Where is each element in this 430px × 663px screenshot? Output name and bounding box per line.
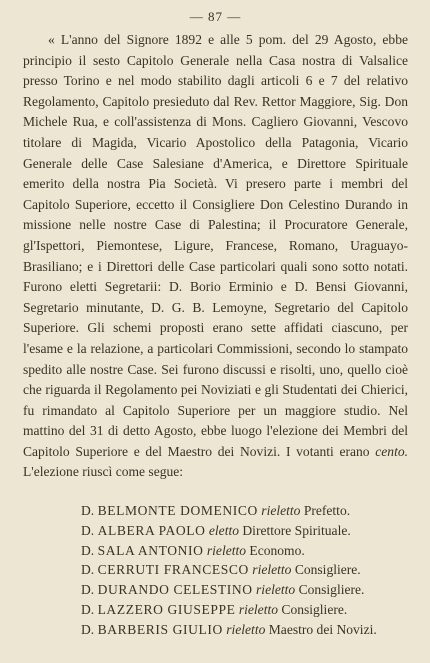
member-name: BARBERIS GIULIO: [97, 621, 223, 637]
member-role: Consigliere.: [281, 602, 348, 618]
voters-count: cento.: [375, 443, 408, 459]
election-entry: [81, 620, 408, 640]
election-status: rieletto: [206, 542, 247, 558]
member-name: ALBERA PAOLO: [97, 522, 206, 538]
election-status: rieletto: [256, 582, 296, 598]
title-prefix: D.: [81, 602, 95, 618]
chapter-minutes-paragraph: [23, 30, 408, 483]
member-name: CERRUTI FRANCESCO: [97, 562, 249, 578]
member-name: SALA ANTONIO: [97, 542, 204, 558]
member-role: Maestro dei Novizi.: [268, 621, 377, 637]
title-prefix: D.: [81, 503, 95, 519]
member-name: DURANDO CELESTINO: [97, 582, 253, 598]
page-number: — 87 —: [189, 9, 242, 24]
election-entry: [81, 560, 408, 580]
election-entry: [81, 541, 408, 561]
member-name: LAZZERO GIUSEPPE: [97, 602, 236, 618]
election-results-list: [23, 501, 408, 640]
title-prefix: D.: [81, 582, 95, 598]
title-prefix: D.: [81, 542, 95, 558]
member-role: Prefetto.: [303, 503, 351, 519]
member-role: Direttore Spirituale.: [242, 522, 351, 538]
election-status: eletto: [208, 522, 239, 538]
election-status: rieletto: [261, 503, 301, 519]
paragraph-text: « L'anno del Signore 1892 e alle 5 pom. del 29 Agosto, ebbe principio il sesto Capitolo Generale nella Casa nostra di Valsalice presso Torino e nel modo stabilito dagli articoli 6 e 7 del relativo Regolamento, Capitolo presieduto dal Rev. Rettor Maggiore, Sig. Don Michele Rua, e coll'assistenza di Mons. Cagliero Giovanni, Vescovo titolare di Magida, Vicario Apostolico della Patagonia, Vicario Generale delle Case Salesiane d'America, e Direttore Spirituale emerito della nostra Pia Società. Vi presero parte i membri del Capitolo Superiore, eccetto il Consigliere Don Celestino Durando in missione nelle nostre Case di Palestina; il Procuratore Generale, gl'Ispettori, Piemontese, Ligure, Francese, Romano, Uraguayo-Brasiliano; e i Direttori delle Case particolari quali sono sotto notati. Furono eletti Segretarii: D. Borio Erminio e D. Bensi Giovanni, Segretario minutante, D. G. B. Lemoyne, Segretario del Capitolo Superiore. Gli schemi proposti erano sette affidati ciascuno, per l'esame e la relazione, a particolari Commissioni, secondo lo stampato spedito alle nostre Case. Sei furono discussi e risolti, uno, quello cioè che riguarda il Regolamento pei Noviziati e gli Studentati dei Chierici, fu rimandato al Capitolo Superiore per un maggiore studio. Nel mattino del 31 di detto Agosto, ebbe luogo l'elezione dei Membri del Capitolo Superiore e del Maestro dei Novizi. I votanti erano: [23, 32, 408, 459]
member-name: BELMONTE DOMENICO: [97, 503, 258, 519]
election-entry: [81, 521, 408, 541]
member-role: Consigliere.: [294, 562, 361, 578]
election-status: rieletto: [226, 621, 266, 637]
title-prefix: D.: [81, 562, 95, 578]
paragraph-text-end: L'elezione riuscì come segue:: [23, 464, 184, 480]
title-prefix: D.: [81, 522, 95, 538]
member-role: Consigliere.: [298, 582, 365, 598]
election-status: rieletto: [252, 562, 292, 578]
election-entry: [81, 600, 408, 620]
election-entry: [81, 501, 408, 521]
member-role: Economo.: [249, 542, 305, 558]
title-prefix: D.: [81, 621, 95, 637]
election-status: rieletto: [238, 602, 279, 618]
election-entry: [81, 580, 408, 600]
